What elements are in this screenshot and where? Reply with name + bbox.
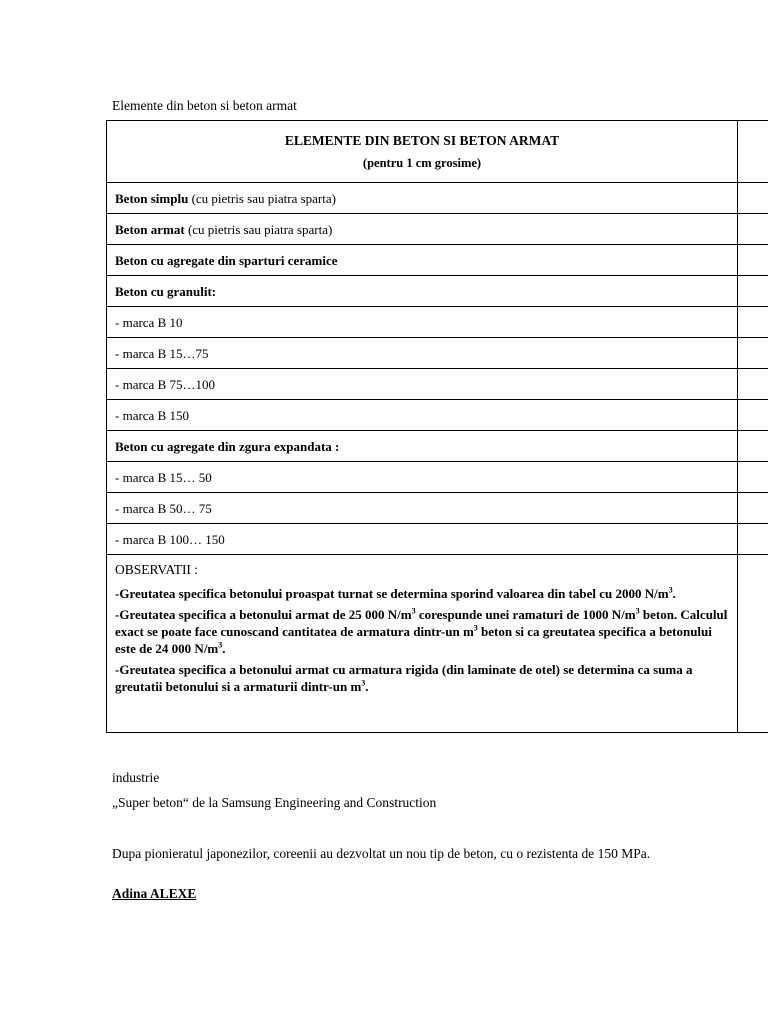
table-row-label-cell bbox=[107, 214, 738, 245]
row-label-normal: - marca B 15…75 bbox=[115, 345, 209, 361]
table-row-label-cell bbox=[107, 307, 738, 338]
table-row bbox=[107, 338, 768, 369]
observation-text: -Greutatea specifica a betonului armat de 25 000 N/m bbox=[115, 607, 412, 622]
table-row-value-cell bbox=[738, 400, 768, 431]
table-row-value-cell bbox=[738, 462, 768, 493]
superscript-exponent: 3 bbox=[361, 678, 366, 688]
observation-text: . bbox=[365, 679, 369, 694]
table-header-title: ELEMENTE DIN BETON SI BETON ARMAT bbox=[284, 132, 560, 148]
observation-text: beton. Calculul exact se poate face cunoscand cantitatea de armatura dintr-un m bbox=[115, 607, 728, 639]
document-title: Elemente din beton si beton armat bbox=[112, 98, 297, 113]
table-row-value-cell bbox=[738, 338, 768, 369]
footer-super-beton-heading: „Super beton“ de la Samsung Engineering and Construction bbox=[112, 795, 437, 810]
table-row bbox=[107, 524, 768, 555]
observation-paragraph-1 bbox=[115, 585, 729, 602]
observations-heading: OBSERVATII : bbox=[115, 562, 199, 577]
footer-paragraph: Dupa pionieratul japonezilor, coreenii au dezvoltat un nou tip de beton, cu o rezistenta de 150 MPa. bbox=[112, 846, 651, 861]
superscript-exponent: 3 bbox=[635, 606, 640, 616]
table-row bbox=[107, 307, 768, 338]
table-row-value-cell bbox=[738, 431, 768, 462]
table-row bbox=[107, 369, 768, 400]
table-row bbox=[107, 400, 768, 431]
table-row-value-cell bbox=[738, 183, 768, 214]
table-header-cell bbox=[107, 121, 738, 183]
row-label-normal: - marca B 150 bbox=[115, 407, 190, 423]
row-label-normal: - marca B 50… 75 bbox=[115, 500, 212, 516]
table-row bbox=[107, 183, 768, 214]
observation-text: beton si ca greutatea specifica a betonului este de 24 000 N/m bbox=[115, 624, 712, 656]
observation-text: . bbox=[222, 641, 226, 656]
table-row-label-cell bbox=[107, 400, 738, 431]
row-label-bold: Beton cu agregate din sparturi ceramice bbox=[115, 252, 338, 268]
footer-author: Adina ALEXE bbox=[112, 886, 197, 901]
table-row-label-cell bbox=[107, 369, 738, 400]
superscript-exponent: 3 bbox=[411, 606, 416, 616]
observation-text: -Greutatea specifica a betonului armat cu armatura rigida (din laminate de otel) se determina ca suma a greutatii betonului si a armaturii dintr-un m bbox=[115, 662, 693, 694]
table-row-label-cell bbox=[107, 462, 738, 493]
table-row-label-cell bbox=[107, 338, 738, 369]
superscript-exponent: 3 bbox=[668, 585, 673, 595]
row-label-normal: - marca B 100… 150 bbox=[115, 531, 225, 547]
row-label-bold: Beton cu granulit: bbox=[115, 283, 217, 299]
table-row-label-cell bbox=[107, 276, 738, 307]
table-row bbox=[107, 462, 768, 493]
table-row-value-cell bbox=[738, 524, 768, 555]
observation-text: -Greutatea specifica betonului proaspat turnat se determina sporind valoarea din tabel cu 2000 N/m bbox=[115, 586, 669, 601]
table-row-label-cell bbox=[107, 183, 738, 214]
table-row-label-cell bbox=[107, 493, 738, 524]
table-row-value-cell bbox=[738, 493, 768, 524]
row-label-normal: (cu pietris sau piatra sparta) bbox=[188, 190, 336, 206]
row-label-normal: (cu pietris sau piatra sparta) bbox=[184, 221, 333, 237]
table-row-value-cell bbox=[738, 245, 768, 276]
table-row bbox=[107, 431, 768, 462]
observation-text: . bbox=[672, 586, 676, 601]
table-header-subtitle: (pentru 1 cm grosime) bbox=[362, 155, 482, 170]
row-label-bold: Beton simplu bbox=[115, 190, 189, 206]
row-label-normal: - marca B 10 bbox=[115, 314, 183, 330]
table-row-value-cell bbox=[738, 307, 768, 338]
table-header-value-cell bbox=[738, 121, 768, 183]
table-row-label-cell bbox=[107, 524, 738, 555]
observation-paragraph-2 bbox=[115, 606, 729, 657]
table-row bbox=[107, 493, 768, 524]
table-row bbox=[107, 276, 768, 307]
table-header-row bbox=[107, 121, 768, 183]
row-label-bold: Beton cu agregate din zgura expandata : bbox=[115, 438, 340, 454]
observations-row bbox=[107, 555, 768, 733]
table-row-label-cell bbox=[107, 245, 738, 276]
table-row bbox=[107, 214, 768, 245]
observations-cell bbox=[107, 555, 738, 733]
concrete-elements-table bbox=[106, 120, 768, 733]
observation-paragraph-3 bbox=[115, 661, 729, 695]
table-row-value-cell bbox=[738, 276, 768, 307]
superscript-exponent: 3 bbox=[473, 623, 478, 633]
table-row-value-cell bbox=[738, 214, 768, 245]
row-label-normal: - marca B 75…100 bbox=[115, 376, 216, 392]
table-row-label-cell bbox=[107, 431, 738, 462]
superscript-exponent: 3 bbox=[218, 640, 223, 650]
table-row-value-cell bbox=[738, 369, 768, 400]
observation-text: corespunde unei ramaturi de 1000 N/m bbox=[415, 607, 636, 622]
row-label-bold: Beton armat bbox=[115, 221, 185, 237]
observations-value-cell bbox=[738, 555, 768, 733]
footer-industrie: industrie bbox=[112, 770, 160, 785]
row-label-normal: - marca B 15… 50 bbox=[115, 469, 212, 485]
table-row bbox=[107, 245, 768, 276]
